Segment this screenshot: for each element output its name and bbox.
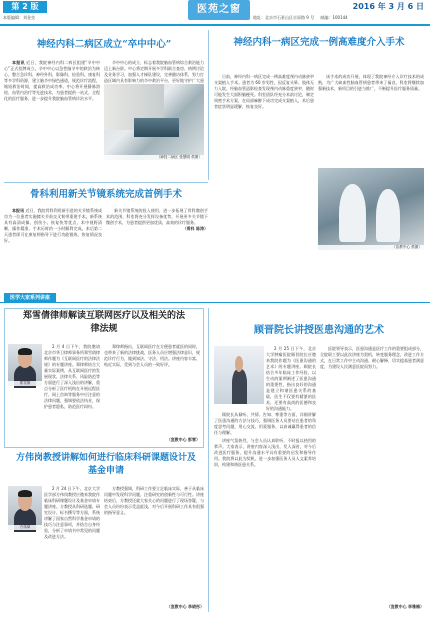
lecture3-body: 2 月 25 日下午，北京大学肿瘤医院顾晋院长应邀来我院作题为《医患沟通的艺术》的专题讲座。顾院长结合多年临床工作经验，以生动的案例阐述了医患沟通的重要性，指出良好的沟通是建立和谐医患关系的基础，医生不仅要有精湛的医术，还要有高尚的医德和良好的沟通能力。 — [266, 346, 316, 411]
lecture2-title: 方伟岗教授讲解如何进行临床科研课题设计及基金申请 — [16, 453, 197, 476]
address-line — [253, 15, 427, 21]
article1-header — [4, 32, 204, 62]
lecture1-header — [8, 310, 200, 342]
lecture2-speaker-name: 方伟岗 — [8, 525, 42, 530]
issue-date: 2016 年 3 月 6 日 — [352, 2, 424, 11]
article1-title: 神经内科二病区成立“卒中中心” — [36, 39, 172, 50]
article3-reporter: 本报讯 — [12, 208, 25, 213]
article2-header — [214, 36, 424, 70]
lecture3-header — [214, 324, 424, 342]
lecture3-col2 — [320, 346, 424, 600]
lecture2-byline: （宣教中心 李晓彤） — [166, 604, 204, 609]
article3-byline: （骨科 陈涛） — [182, 226, 208, 231]
lecture1-speaker-photo — [8, 344, 42, 386]
lecture2-speaker-photo — [8, 486, 42, 530]
section-header — [0, 293, 430, 303]
lecture3-title: 顾晋院长讲授医患沟通的艺术 — [254, 325, 384, 336]
lecture2-header — [8, 452, 204, 484]
article2-col1 — [214, 74, 314, 288]
article2-photo-caption: （宣教中心 供图） — [318, 245, 424, 250]
postcode: 邮编：100144 — [320, 15, 348, 20]
article3-title: 骨科利用新关节镜系统完成首例手术 — [29, 189, 182, 200]
lecture3-col1 — [214, 412, 316, 608]
lecture3-byline: （宣教中心 李雅楠） — [386, 604, 424, 609]
article2-body2: 该手术的成功开展，体现了我院神经介入诊疗技术的成熟，为广大缺血性脑血管病患者带来了福音。科室将继续加强新技术、新项目的引进与推广，不断提升医疗服务质量。 — [318, 74, 424, 91]
column-divider — [208, 30, 209, 180]
article3-header — [4, 188, 208, 206]
lecture3-col1-top — [266, 346, 316, 410]
lecture3-body2: 顾院长从倾听、共情、告知、尊重等方面，详细讲解了医患沟通的方法与技巧，强调医务人员要站在患者的角度思考问题，用心交流，用爱服务，以真诚赢得患者的信任与理解。 — [214, 412, 316, 435]
masthead-rule — [0, 24, 430, 26]
lecture3-body4: 医院领导表示，医患沟通是医疗工作的重要组成部分，全院职工要以此次讲座为契机，转变服务理念，改进工作方式，在日常工作中主动沟通、耐心解释，切实提高患者满意度，为建设人民满意医院而努力。 — [320, 346, 424, 369]
lecture2-body2: 方教授强调，科研工作要立足临床实际，善于从临床问题中发现科学问题，注重研究的创新性与可行性。讲座结束后，方教授还就大家关心的问题进行了现场答疑，与会人员纷纷表示受益匪浅，对今后开展科研工作具有很强的指导意义。 — [104, 486, 204, 515]
section-label: 医学大家系列讲座 — [4, 293, 56, 303]
lecture1-speaker-name: 郑雪倩 — [8, 381, 42, 386]
lecture1-byline: （宣教中心 彭雪） — [166, 437, 200, 442]
editor-credit: 本版编辑：刘金良 — [3, 15, 35, 20]
article3-body: 近日，我院骨科利用新引进的关节镜系统成功为一位患者实施膝关节前交叉韧带重建手术。新系统具有高清成像、创伤小、恢复快等优点，术中视野清晰，操作精准，手术历时约一小时顺利完成。术后第二天患者即可在康复师指导下进行功能锻炼，恢复情况良好。 — [4, 208, 103, 243]
lecture2-body: 2 月 24 日下午，北京大学医学部方伟岗教授应邀来我院作临床科研课题设计及基金申请专题讲座。方教授从科研选题、研究设计、标书撰写等方面，系统讲解了国家自然科学基金申请的技巧与注意事项，并结合自身经验，分析了申请书中常见的问题及改进方法。 — [44, 486, 100, 539]
lecture1-col1 — [44, 344, 100, 444]
lecture3-body3: 讲座气氛热烈，与会人员认真聆听，不时报以热烈的掌声。大家表示，讲座内容深入浅出，发人深省，对今后改进医疗服务、提升沟通水平具有重要的启发和指导作用。我院将以此为契机，进一步加强医务人员人文素养培训，构建和谐医患关系。 — [214, 438, 316, 467]
article2-title: 神经内科一病区完成一例高难度介入手术 — [233, 37, 405, 48]
lecture1-col2 — [104, 344, 200, 436]
article1-body2: 卒中中心的成立，标志着我院脑血管病综合救治能力迈上新台阶。中心将定期开展多学科联合查房、病例讨论及业务学习，加强人才梯队建设，完善随访体系，努力打造区域内具有影响力的卒中救治平台，更好地守护广大患 — [104, 60, 204, 83]
article1-col1 — [4, 60, 100, 176]
section-logo: 医苑之窗 — [188, 0, 250, 20]
lecture1-body2: 郑律师指出，互联网医疗在方便患者就医的同时，也带来了新的法律挑战，医务人员应增强法律意识，规范诊疗行为，做到知法、守法、用法。讲座内容丰富、贴近实际，受到与会人员的一致好评。 — [104, 344, 200, 367]
column-divider-lower — [208, 308, 209, 612]
article2-photo — [318, 168, 424, 250]
lecture1-title: 郑雪倩律师解读互联网医疗以及相关的法律法规 — [22, 311, 185, 334]
lecture2-col1 — [44, 486, 100, 610]
lecture1-body: 2 月 4 日下午，我院邀请北京市华卫律师事务所郑雪倩律师作题为《互联网医疗的法律法规》的专题讲座。郑律师结合大量实际案例，从互联网医疗的发展现状、法律关系、风险防范等方面进行了深入浅出的讲解，重点分析了医疗机构在开展远程医疗、网上咨询等服务中应注意的法律问题，强调要依法执业，保护患者隐私，防范医疗纠纷。 — [44, 344, 100, 409]
article1-col2 — [104, 60, 204, 82]
article1-body: 近日，我院神经内科二病区组建“卒中中心”正式挂牌成立。卒中中心以急性脑卒中的救治为核心，整合急诊科、神经外科、影像科、检验科、康复科等多学科资源，建立脑卒中绿色通道，规范诊疗流程，缩短救治时间，提高救治成功率。中心将开展静脉溶栓、血管内治疗等先进技术，为患者提供一站式、全程化的医疗服务，进一步提升我院脑血管病诊治水平。 — [4, 60, 101, 101]
article1-reporter: 本报讯 — [12, 60, 25, 65]
lecture3-photo — [214, 346, 264, 404]
lecture2-col2 — [104, 486, 204, 602]
article3-col2 — [106, 208, 208, 290]
article2-body: 日前，神经内科一病区完成一例高难度颅内动脉狭窄支架植入手术。患者为 60 岁男性，因反复头晕、肢体无力入院，经脑血管造影检查发现颅内动脉重度狭窄，随时可能发生大面积脑梗死。科室团队经充分术前讨论，制定周密手术方案，在局部麻醉下成功完成支架植入，术后患者症状明显缓解，恢复良好。 — [214, 74, 314, 109]
address: 地址：北京市石景山区京原路 9 号 — [253, 15, 315, 20]
article-divider — [4, 182, 208, 183]
article1-photo — [104, 84, 204, 160]
masthead — [0, 0, 430, 26]
article3-body2: 新关节镜系统的投入使用，进一步拓展了骨科微创手术的范围，科室将充分发挥设备优势，开展更多关节镜下微创手术，为患者提供更加优质、高效的诊疗服务。 — [106, 208, 208, 225]
article2-col2 — [318, 74, 424, 166]
article1-photo-caption: （神经二病区 张慧明 供图） — [104, 155, 204, 160]
page-number-tab: 第 2 版 — [3, 1, 47, 13]
article3-col1 — [4, 208, 102, 290]
